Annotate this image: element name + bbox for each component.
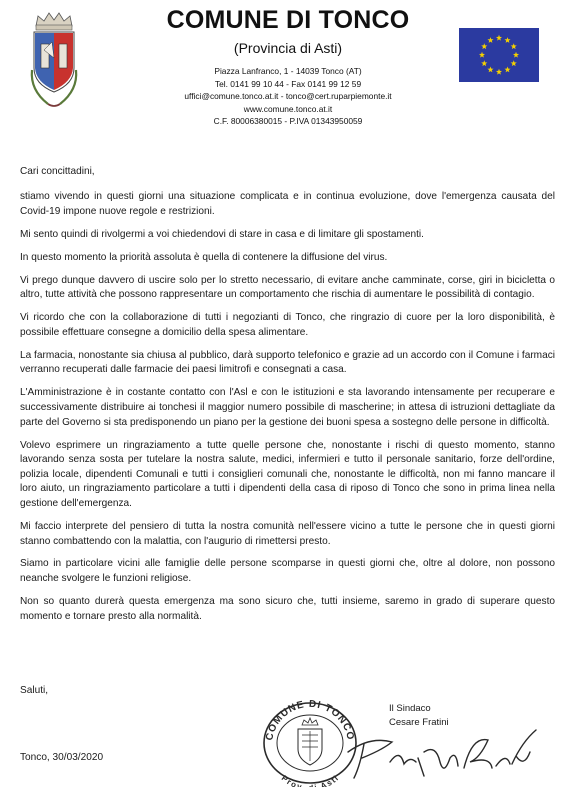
website-line[interactable]: www.comune.tonco.at.it <box>243 103 333 114</box>
letter-paragraph: Vi ricordo che con la collaborazione di tutti i negozianti di Tonco, che ringrazio di cuore per la loro disponibilità, è possibile effettuare consegne a domicilio della spesa alimentare. <box>20 312 555 338</box>
letter-paragraph: Mi faccio interprete del pensiero di tutta la nostra comunità nell'essere vicino a tutte le persone che in questi giorni stanno combattendo con la malattia, con l'augurio di rimettersi presto. <box>20 520 555 547</box>
municipal-crest-icon <box>24 10 84 114</box>
stamp-top-text: COMUNE DI TONCO <box>264 698 356 742</box>
stamp-crest-icon <box>298 718 322 765</box>
letter-paragraph: Vi prego dunque davvero di uscire solo per lo stretto necessario, di evitare anche camminate, corse, giri in bicicletta o altro, tutte attività che possono rappresentare un comportamento che rischia di aumentare le possibilità di contagio. <box>20 274 555 301</box>
contact-block <box>100 65 476 128</box>
mayor-title: Il Sindaco <box>389 703 431 714</box>
letter-paragraph: Non so quanto durerà questa emergenza ma sono sicuro che, tutti insieme, saremo in grado di superare questo momento e tornare presto alla normalità. <box>20 596 555 622</box>
phone-line: Tel. 0141 99 10 44 - Fax 0141 99 12 59 <box>214 78 362 89</box>
letter-paragraph: La farmacia, nonostante sia chiusa al pubblico, darà supporto telefonico e grazie ad un accordo con il Comune i farmaci verranno recuperati dalle farmacie dei paesi limitrofi e consegnati a casa. <box>20 349 555 376</box>
eu-flag-icon <box>459 28 539 82</box>
mayor-signature <box>340 722 540 784</box>
email-line[interactable]: uffici@comune.tonco.at.it - tonco@cert.ruparpiemonte.it <box>184 91 392 102</box>
fiscal-line: C.F. 80006380015 - P.IVA 01343950059 <box>213 116 363 127</box>
letter-paragraph: Volevo esprimere un ringraziamento a tutte quelle persone che, nonostante i rischi di questo momento, stanno lavorando senza sosta per tutelare la nostra salute, medici, infermieri e tutto il personale sanitario, forze dell'ordine, polizia locale, dipendenti Comunali e tutti i consiglieri comunali che, nonostante le difficoltà, non mi fanno mancare il loro aiuto, un ringraziamento particolare a tutti i dipendenti della casa di riposo di Tonco che sono in prima linea nella gestione dell'emergenza. <box>20 439 555 509</box>
letter-paragraph: stiamo vivendo in questi giorni una situazione complicata e in continua evoluzione, dove l'emergenza causata del Covid-19 impone nuove regole e restrizioni. <box>20 191 555 217</box>
letter-paragraph: In questo momento la priorità assoluta è quella di contenere la diffusione del virus. <box>20 251 388 263</box>
letter-salutation: Cari concittadini, <box>20 166 95 177</box>
letter-paragraph: Siamo in particolare vicini alle famiglie delle persone scomparse in questi giorni che, oltre al dolore, non possono neanche svolgere le funzioni religiose. <box>20 558 555 585</box>
municipality-title: COMUNE DI TONCO <box>166 6 410 34</box>
svg-text:Prov. di Asti <box>280 774 341 787</box>
place-and-date: Tonco, 30/03/2020 <box>20 752 104 763</box>
address-line: Piazza Lanfranco, 1 - 14039 Tonco (AT) <box>214 66 362 76</box>
letter-paragraph: Mi sento quindi di rivolgermi a voi chiedendovi di stare in casa e di limitare gli spostamenti. <box>20 228 424 240</box>
letter-closing: Saluti, <box>20 685 49 696</box>
mayor-name: Cesare Fratini <box>389 717 449 728</box>
stamp-bottom-text: Prov Asti <box>279 773 341 787</box>
province-subtitle: (Provincia di Asti) <box>233 40 343 56</box>
letter-paragraph: L'Amministrazione è in costante contatto con l'Asl e con le istituzioni e sta lavorando intensamente per recuperare e successivamente distribuire ai tonchesi il maggior numero possibile di mascherine; in attesa di istruzioni dettagliate da parte del Governo si sta predisponendo un piano per la gestione dei buoni spesa a sostegno delle persone in difficoltà. <box>20 387 555 428</box>
letter-body <box>20 165 555 633</box>
